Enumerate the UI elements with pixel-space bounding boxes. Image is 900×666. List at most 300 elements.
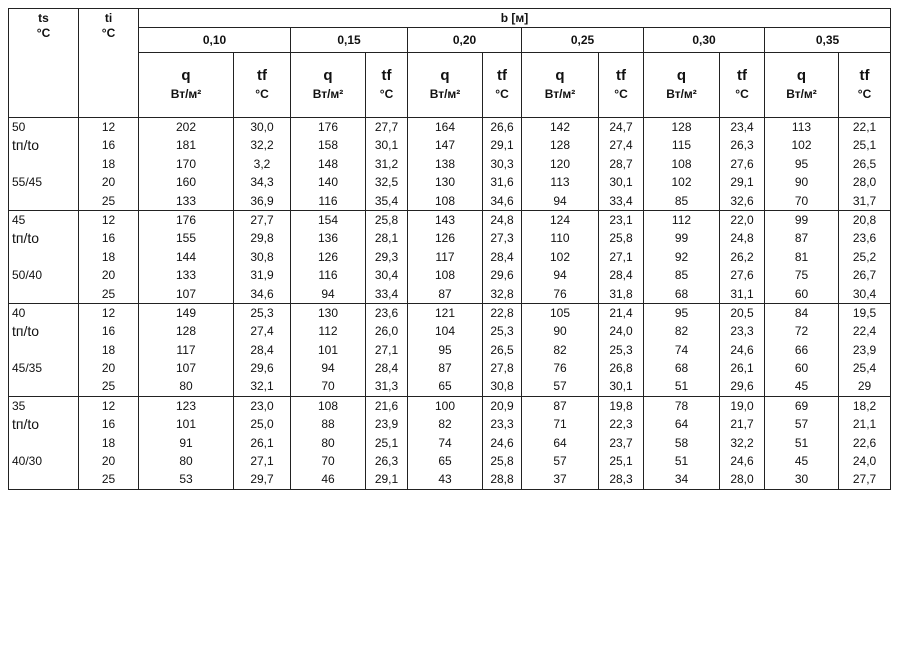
tf-value: 29,3 [374, 249, 399, 264]
q-value: 130 [317, 305, 339, 320]
tf-unit: °C [857, 87, 872, 101]
q-unit-header [522, 53, 599, 118]
tf-value: 32,6 [730, 193, 754, 208]
tf-column [366, 303, 408, 396]
q-value: 53 [179, 472, 193, 487]
tf-value: 19,5 [852, 305, 877, 320]
q-value: 147 [434, 138, 456, 153]
tf-value: 27,6 [730, 156, 754, 171]
q-value: 158 [317, 138, 339, 153]
tf-value: 23,1 [609, 212, 633, 227]
q-value: 112 [318, 324, 338, 339]
q-value: 51 [674, 379, 689, 394]
ti-value: 25 [101, 379, 116, 394]
tf-value: 3,2 [253, 156, 271, 171]
q-value: 164 [434, 120, 456, 134]
q-value: 80 [321, 435, 335, 450]
q-value: 133 [175, 268, 197, 283]
ti-value: 25 [101, 286, 116, 301]
ti-value: 18 [101, 156, 116, 171]
q-value: 87 [553, 398, 567, 413]
q-value: 121 [434, 305, 456, 320]
q-column [765, 396, 839, 489]
tf-value: 29,1 [730, 175, 754, 190]
q-value: 34 [674, 472, 689, 487]
ti-value: 20 [101, 361, 116, 376]
b-values-row [9, 28, 891, 53]
q-value: 75 [794, 268, 809, 283]
q-value: 95 [438, 342, 452, 357]
q-value: 170 [175, 156, 197, 171]
tf-column [483, 118, 522, 211]
tf-value: 27,1 [374, 342, 399, 357]
tf-value: 23,3 [730, 324, 754, 339]
q-value: 51 [674, 454, 689, 469]
regime-label: 45/35 [12, 361, 43, 376]
tf-value: 27,7 [374, 120, 399, 134]
q-value: 70 [321, 379, 335, 394]
b-value-2: 0,20 [408, 28, 522, 53]
ti-value: 18 [101, 342, 116, 357]
tf-column [599, 396, 644, 489]
q-unit: Вт/м² [170, 87, 202, 101]
tf-value: 25,1 [852, 138, 877, 153]
q-column [291, 303, 366, 396]
tf-unit-header [234, 53, 291, 118]
tf-unit: °C [735, 87, 749, 101]
q-value: 82 [674, 324, 689, 339]
ti-value: 16 [101, 231, 116, 246]
tf-unit-header [483, 53, 522, 118]
q-value: 99 [674, 231, 689, 246]
tf-column [234, 210, 291, 303]
tf-column [234, 118, 291, 211]
tf-column [720, 210, 765, 303]
supply-temp: 45 [12, 212, 26, 227]
tf-value: 31,3 [374, 379, 399, 394]
tf-symbol: tf [257, 67, 267, 84]
tf-symbol: tf [859, 67, 870, 84]
tf-value: 24,8 [730, 231, 754, 246]
tf-value: 29,8 [250, 231, 274, 246]
tf-value: 22,1 [852, 120, 877, 134]
tf-value: 28,4 [250, 342, 274, 357]
q-value: 100 [434, 398, 456, 413]
tf-column [366, 396, 408, 489]
q-value: 160 [175, 175, 197, 190]
q-value: 87 [438, 361, 452, 376]
regime-label: 55/45 [12, 175, 43, 190]
tf-value: 29,1 [374, 472, 399, 487]
q-value: 112 [671, 212, 692, 227]
tf-value: 26,1 [250, 435, 274, 450]
q-value: 128 [549, 138, 571, 153]
tf-value: 24,6 [730, 454, 754, 469]
tf-value: 23,7 [609, 435, 633, 450]
tf-column [839, 118, 891, 211]
q-column [522, 210, 599, 303]
tf-value: 25,4 [852, 361, 877, 376]
q-column [522, 396, 599, 489]
ti-column [79, 303, 139, 396]
table-body [9, 118, 891, 490]
tf-value: 31,7 [852, 193, 877, 208]
ti-value: 20 [101, 268, 116, 283]
q-value: 85 [674, 193, 689, 208]
tf-value: 21,4 [609, 305, 633, 320]
spacer [9, 192, 78, 210]
q-value: 68 [674, 361, 689, 376]
q-value: 76 [553, 361, 567, 376]
group-row [9, 118, 891, 211]
tf-value: 26,6 [490, 120, 514, 134]
group-label [9, 303, 79, 396]
tf-value: 20,8 [852, 212, 877, 227]
b-value-5: 0,35 [765, 28, 891, 53]
q-value: 90 [794, 175, 809, 190]
tf-value: 18,2 [852, 398, 877, 413]
tf-value: 30,0 [250, 120, 274, 134]
tf-value: 20,9 [490, 398, 514, 413]
tf-value: 35,4 [374, 193, 399, 208]
tf-value: 24,8 [490, 212, 514, 227]
tf-value: 28,1 [374, 231, 399, 246]
b-value-0: 0,10 [139, 28, 291, 53]
tf-value: 29,6 [250, 361, 274, 376]
q-value: 76 [553, 286, 567, 301]
tf-value: 27,4 [609, 138, 633, 153]
spacer [9, 155, 78, 173]
group-row [9, 396, 891, 489]
q-value: 99 [794, 212, 809, 227]
tf-value: 24,0 [609, 324, 633, 339]
tf-value: 26,0 [374, 324, 399, 339]
q-value: 105 [549, 305, 571, 320]
q-value: 149 [175, 305, 197, 320]
tf-value: 20,5 [730, 305, 754, 320]
tf-value: 30,8 [250, 249, 274, 264]
tf-value: 24,7 [609, 120, 633, 134]
q-value: 43 [438, 472, 452, 487]
b-header: b [м] [139, 9, 891, 28]
q-value: 102 [791, 138, 812, 153]
q-value: 70 [321, 454, 335, 469]
spacer [9, 377, 78, 395]
q-column [522, 303, 599, 396]
q-value: 68 [674, 286, 689, 301]
group-label [9, 118, 79, 211]
ratio-label: tп/tо [12, 137, 40, 154]
q-value: 101 [317, 342, 339, 357]
q-value: 57 [794, 417, 809, 432]
regime-label: 40/30 [12, 454, 43, 469]
q-value: 74 [674, 342, 689, 357]
tf-value: 26,1 [730, 361, 754, 376]
q-value: 126 [434, 231, 456, 246]
tf-value: 28,8 [490, 472, 514, 487]
tf-value: 22,6 [852, 435, 877, 450]
q-unit-header [644, 53, 720, 118]
tf-value: 23,0 [250, 398, 274, 413]
q-value: 126 [317, 249, 339, 264]
q-value: 107 [175, 286, 197, 301]
b-value-3: 0,25 [522, 28, 644, 53]
q-value: 90 [553, 324, 567, 339]
spacer [9, 248, 78, 266]
ti-value: 20 [101, 175, 116, 190]
q-value: 88 [321, 417, 335, 432]
tf-value: 24,6 [730, 342, 754, 357]
q-value: 113 [791, 120, 812, 134]
q-value: 95 [794, 156, 809, 171]
tf-column [720, 396, 765, 489]
supply-temp: 35 [12, 398, 26, 413]
tf-value: 23,9 [852, 342, 877, 357]
q-value: 69 [794, 398, 809, 413]
q-column [408, 303, 483, 396]
units-row [9, 53, 891, 118]
tf-value: 19,0 [730, 398, 754, 413]
tf-column [720, 303, 765, 396]
q-value: 64 [674, 417, 689, 432]
q-column [765, 210, 839, 303]
tf-value: 25,8 [490, 454, 514, 469]
q-column [139, 118, 234, 211]
tf-value: 28,7 [609, 156, 633, 171]
tf-value: 32,1 [250, 379, 274, 394]
q-value: 202 [175, 120, 197, 134]
tf-value: 22,8 [490, 305, 514, 320]
tf-value: 25,0 [250, 417, 274, 432]
tf-symbol: tf [737, 67, 747, 84]
q-value: 176 [175, 212, 197, 227]
ts-header: ts °C [9, 9, 79, 118]
tf-value: 23,3 [490, 417, 514, 432]
tf-value: 32,5 [374, 175, 399, 190]
tf-value: 23,4 [730, 120, 754, 134]
q-column [644, 303, 720, 396]
tf-value: 27,1 [250, 454, 274, 469]
q-value: 45 [794, 379, 809, 394]
spacer [9, 470, 78, 488]
q-symbol: q [323, 67, 333, 84]
q-value: 128 [175, 324, 197, 339]
tf-unit: °C [614, 87, 628, 101]
tf-value: 30,1 [609, 175, 633, 190]
ratio-label: tп/tо [12, 416, 40, 433]
q-value: 57 [553, 379, 567, 394]
q-column [644, 118, 720, 211]
tf-unit: °C [255, 87, 269, 101]
tf-column [366, 210, 408, 303]
tf-column [839, 396, 891, 489]
spacer [9, 341, 78, 359]
q-value: 78 [674, 398, 689, 413]
heating-data-table [8, 8, 891, 490]
tf-value: 25,8 [374, 212, 399, 227]
group-label [9, 396, 79, 489]
tf-value: 32,2 [250, 138, 274, 153]
q-value: 58 [674, 435, 689, 450]
q-value: 102 [671, 175, 692, 190]
q-unit: Вт/м² [312, 87, 344, 101]
q-value: 82 [438, 417, 452, 432]
tf-column [483, 396, 522, 489]
spacer [9, 285, 78, 303]
ti-value: 16 [101, 417, 116, 432]
q-value: 72 [794, 324, 809, 339]
tf-value: 27,4 [250, 324, 274, 339]
ti-value: 16 [101, 138, 116, 153]
q-value: 140 [317, 175, 339, 190]
tf-value: 28,0 [852, 175, 877, 190]
tf-value: 30,4 [852, 286, 877, 301]
tf-column [483, 303, 522, 396]
tf-value: 27,7 [250, 212, 274, 227]
q-value: 87 [438, 286, 452, 301]
regime-label: 50/40 [12, 268, 43, 283]
q-value: 74 [438, 435, 452, 450]
q-value: 108 [434, 268, 456, 283]
q-value: 94 [553, 193, 567, 208]
tf-unit-header [366, 53, 408, 118]
tf-value: 23,6 [852, 231, 877, 246]
tf-value: 26,2 [730, 249, 754, 264]
q-column [291, 118, 366, 211]
q-value: 80 [179, 454, 193, 469]
q-value: 45 [794, 454, 809, 469]
q-symbol: q [676, 67, 687, 84]
ti-value: 16 [101, 324, 116, 339]
q-symbol: q [555, 67, 565, 84]
q-value: 107 [175, 361, 197, 376]
q-value: 176 [317, 120, 339, 134]
ti-value: 25 [101, 193, 116, 208]
tf-value: 29,6 [730, 379, 754, 394]
tf-value: 26,5 [490, 342, 514, 357]
q-column [139, 210, 234, 303]
tf-value: 27,3 [490, 231, 514, 246]
q-unit-header [765, 53, 839, 118]
q-value: 70 [794, 193, 809, 208]
q-value: 115 [671, 138, 692, 153]
group-label [9, 210, 79, 303]
q-value: 60 [794, 286, 809, 301]
tf-value: 28,0 [730, 472, 754, 487]
tf-value: 27,8 [490, 361, 514, 376]
q-value: 124 [549, 212, 571, 227]
tf-value: 34,6 [490, 193, 514, 208]
tf-value: 31,1 [730, 286, 754, 301]
q-value: 65 [438, 454, 452, 469]
q-value: 148 [317, 156, 339, 171]
q-value: 81 [794, 249, 809, 264]
tf-value: 30,4 [374, 268, 399, 283]
tf-value: 27,6 [730, 268, 754, 283]
tf-value: 21,6 [374, 398, 399, 413]
q-value: 57 [553, 454, 567, 469]
q-value: 60 [794, 361, 809, 376]
ti-column [79, 210, 139, 303]
tf-value: 33,4 [609, 193, 633, 208]
group-row [9, 210, 891, 303]
tf-value: 21,1 [852, 417, 877, 432]
q-value: 136 [317, 231, 339, 246]
q-unit-header [139, 53, 234, 118]
q-column [408, 210, 483, 303]
q-value: 155 [175, 231, 197, 246]
q-value: 142 [549, 120, 571, 134]
q-value: 138 [434, 156, 456, 171]
q-value: 92 [674, 249, 689, 264]
q-value: 82 [553, 342, 567, 357]
tf-value: 29,6 [490, 268, 514, 283]
q-value: 113 [550, 175, 570, 190]
q-value: 30 [794, 472, 809, 487]
q-column [408, 118, 483, 211]
table-wrapper [8, 8, 891, 490]
tf-value: 25,8 [609, 231, 633, 246]
tf-value: 25,3 [490, 324, 514, 339]
tf-column [599, 118, 644, 211]
q-value: 108 [317, 398, 339, 413]
tf-value: 22,4 [852, 324, 877, 339]
ti-value: 12 [101, 305, 116, 320]
ti-column [79, 118, 139, 211]
ratio-label: tп/tо [12, 323, 40, 340]
q-column [765, 118, 839, 211]
b-value-4: 0,30 [644, 28, 765, 53]
tf-value: 29,1 [490, 138, 514, 153]
q-value: 46 [321, 472, 335, 487]
tf-column [599, 303, 644, 396]
q-value: 133 [175, 193, 197, 208]
q-value: 94 [321, 361, 335, 376]
supply-temp: 40 [12, 305, 26, 320]
q-unit: Вт/м² [429, 87, 461, 101]
b-value-1: 0,15 [291, 28, 408, 53]
ti-value: 18 [101, 435, 116, 450]
q-value: 91 [179, 435, 193, 450]
tf-value: 24,6 [490, 435, 514, 450]
q-unit: Вт/м² [544, 87, 576, 101]
spacer [9, 434, 78, 452]
ratio-label: tп/tо [12, 230, 40, 247]
q-value: 128 [671, 120, 692, 134]
ti-value: 12 [101, 120, 116, 134]
q-value: 120 [549, 156, 571, 171]
q-value: 117 [176, 342, 196, 357]
ti-value: 18 [101, 249, 116, 264]
tf-value: 24,0 [852, 454, 877, 469]
tf-value: 22,3 [609, 417, 633, 432]
q-value: 101 [175, 417, 197, 432]
tf-column [720, 118, 765, 211]
group-row [9, 303, 891, 396]
q-value: 71 [553, 417, 567, 432]
q-column [522, 118, 599, 211]
tf-value: 23,9 [374, 417, 399, 432]
tf-value: 30,3 [490, 156, 514, 171]
tf-value: 27,7 [852, 472, 877, 487]
q-column [644, 210, 720, 303]
q-column [644, 396, 720, 489]
q-value: 102 [549, 249, 571, 264]
ti-header: ti °C [79, 9, 139, 118]
tf-value: 36,9 [250, 193, 274, 208]
tf-value: 26,8 [609, 361, 633, 376]
tf-value: 25,1 [374, 435, 399, 450]
